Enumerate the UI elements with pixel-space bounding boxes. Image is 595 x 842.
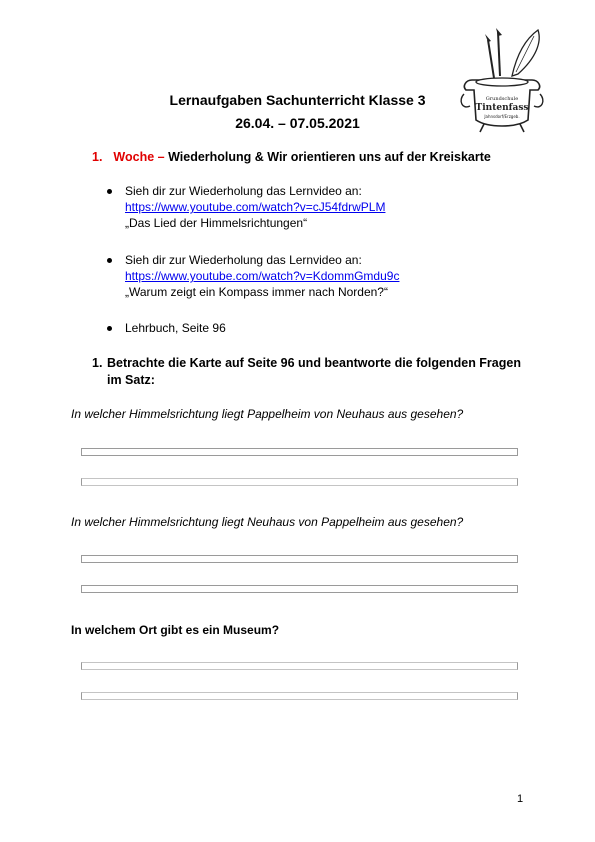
answer-line[interactable] [81, 585, 518, 593]
school-logo-icon [458, 28, 546, 136]
bullet-dot [107, 189, 112, 194]
page-date-range: 26.04. – 07.05.2021 [235, 115, 360, 131]
week-topic: Wiederholung & Wir orientieren uns auf der Kreiskarte [168, 150, 491, 164]
page-number: 1 [517, 793, 524, 805]
bullet-2-text: Sieh dir zur Wiederholung das Lernvideo an: [125, 253, 362, 267]
week-dash: – [157, 150, 165, 164]
task-text: Betrachte die Karte auf Seite 96 und beantworte die folgenden Fragen im Satz: [107, 356, 521, 387]
bullet-dot [107, 326, 112, 331]
video-link-1[interactable]: https://www.youtube.com/watch?v=cJ54fdrwPLM [125, 200, 386, 214]
logo-text-main: Tintenfass [475, 103, 529, 113]
answer-line[interactable] [81, 555, 518, 563]
video-link-2[interactable]: https://www.youtube.com/watch?v=KdommGmdu9c [125, 269, 400, 283]
question-3: In welchem Ort gibt es ein Museum? [71, 623, 280, 637]
answer-line[interactable] [81, 448, 518, 456]
bullet-3-text: Lehrbuch, Seite 96 [125, 321, 226, 335]
page-title: Lernaufgaben Sachunterricht Klasse 3 [169, 92, 426, 108]
logo-text-top: Grundschule [485, 96, 519, 102]
week-number: 1. [92, 150, 103, 164]
week-label: Woche [113, 150, 155, 164]
bullet-1-text: Sieh dir zur Wiederholung das Lernvideo an: [125, 184, 362, 198]
question-2: In welcher Himmelsrichtung liegt Neuhaus von Pappelheim aus gesehen? [71, 515, 464, 529]
question-1: In welcher Himmelsrichtung liegt Pappelheim von Neuhaus aus gesehen? [71, 407, 464, 421]
answer-line[interactable] [81, 478, 518, 486]
video-caption-1: „Das Lied der Himmelsrichtungen“ [125, 216, 308, 230]
answer-line[interactable] [81, 692, 518, 700]
logo-text-bottom: Jahnsdorf/Erzgeb. [484, 114, 520, 119]
bullet-dot [107, 258, 112, 263]
week-heading [92, 149, 491, 165]
answer-line[interactable] [81, 662, 518, 670]
task-number: 1. [92, 356, 103, 370]
video-caption-2: „Warum zeigt ein Kompass immer nach Norden?“ [125, 285, 388, 299]
